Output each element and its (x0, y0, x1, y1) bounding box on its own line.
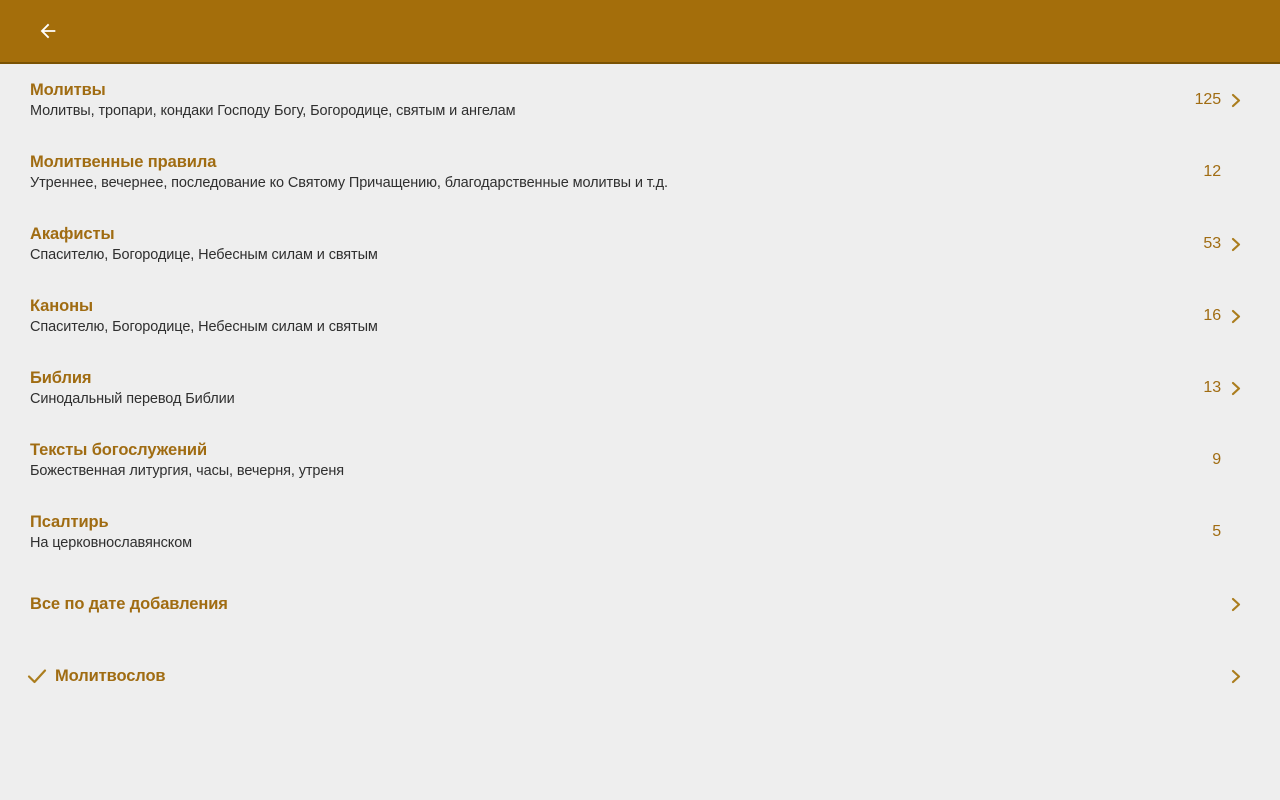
item-subtitle: Спасителю, Богородице, Небесным силам и святым (30, 247, 378, 263)
back-button[interactable] (24, 7, 72, 55)
chevron-right-icon (1230, 237, 1242, 252)
chevron-right-icon (1230, 309, 1242, 324)
list-item-all-by-date[interactable] (0, 568, 1280, 640)
item-subtitle: Спасителю, Богородице, Небесным силам и святым (30, 319, 378, 335)
item-title: Все по дате добавления (30, 595, 228, 613)
list-item-service-texts[interactable] (0, 424, 1280, 496)
item-title: Молитвы (30, 81, 106, 99)
item-count: 53 (1203, 235, 1221, 252)
item-subtitle: Молитвы, тропари, кондаки Господу Богу, Богородице, святым и ангелам (30, 103, 516, 119)
chevron-right-icon (1230, 381, 1242, 396)
item-title: Молитвенные правила (30, 153, 217, 171)
list-item-canons[interactable] (0, 280, 1280, 352)
item-count: 12 (1203, 163, 1221, 180)
chevron-right-icon (1230, 93, 1242, 108)
item-count: 125 (1194, 91, 1221, 108)
item-text (30, 367, 1171, 409)
arrow-left-icon (37, 20, 59, 42)
chevron-right-icon (1230, 597, 1242, 612)
list-item-prayers[interactable] (0, 64, 1280, 136)
item-subtitle: Утреннее, вечернее, последование ко Святому Причащению, благодарственные молитвы и т.д. (30, 175, 668, 191)
item-count: 5 (1212, 523, 1221, 540)
item-subtitle: Божественная литургия, часы, вечерня, утреня (30, 463, 344, 479)
item-title: Псалтирь (30, 513, 109, 531)
item-title: Каноны (30, 297, 93, 315)
item-text (30, 511, 1171, 553)
item-count: 9 (1212, 451, 1221, 468)
item-text (30, 295, 1171, 337)
item-title: Акафисты (30, 225, 115, 243)
item-title: Молитвослов (55, 667, 166, 685)
item-count: 13 (1203, 379, 1221, 396)
item-title: Тексты богослужений (30, 441, 208, 459)
list-item-molitvoslov[interactable] (0, 640, 1280, 712)
list-item-prayer-rules[interactable] (0, 136, 1280, 208)
list-item-akathists[interactable] (0, 208, 1280, 280)
item-text (30, 151, 1171, 193)
item-text (30, 223, 1171, 265)
item-text (30, 79, 1171, 121)
item-title: Библия (30, 369, 92, 387)
item-count: 16 (1203, 307, 1221, 324)
item-text (30, 439, 1171, 481)
check-icon (27, 668, 47, 685)
category-list (0, 64, 1280, 712)
app-bar (0, 0, 1280, 64)
list-item-bible[interactable] (0, 352, 1280, 424)
item-subtitle: На церковнославянском (30, 535, 193, 551)
list-item-psalter[interactable] (0, 496, 1280, 568)
chevron-right-icon (1230, 669, 1242, 684)
item-subtitle: Синодальный перевод Библии (30, 391, 235, 407)
